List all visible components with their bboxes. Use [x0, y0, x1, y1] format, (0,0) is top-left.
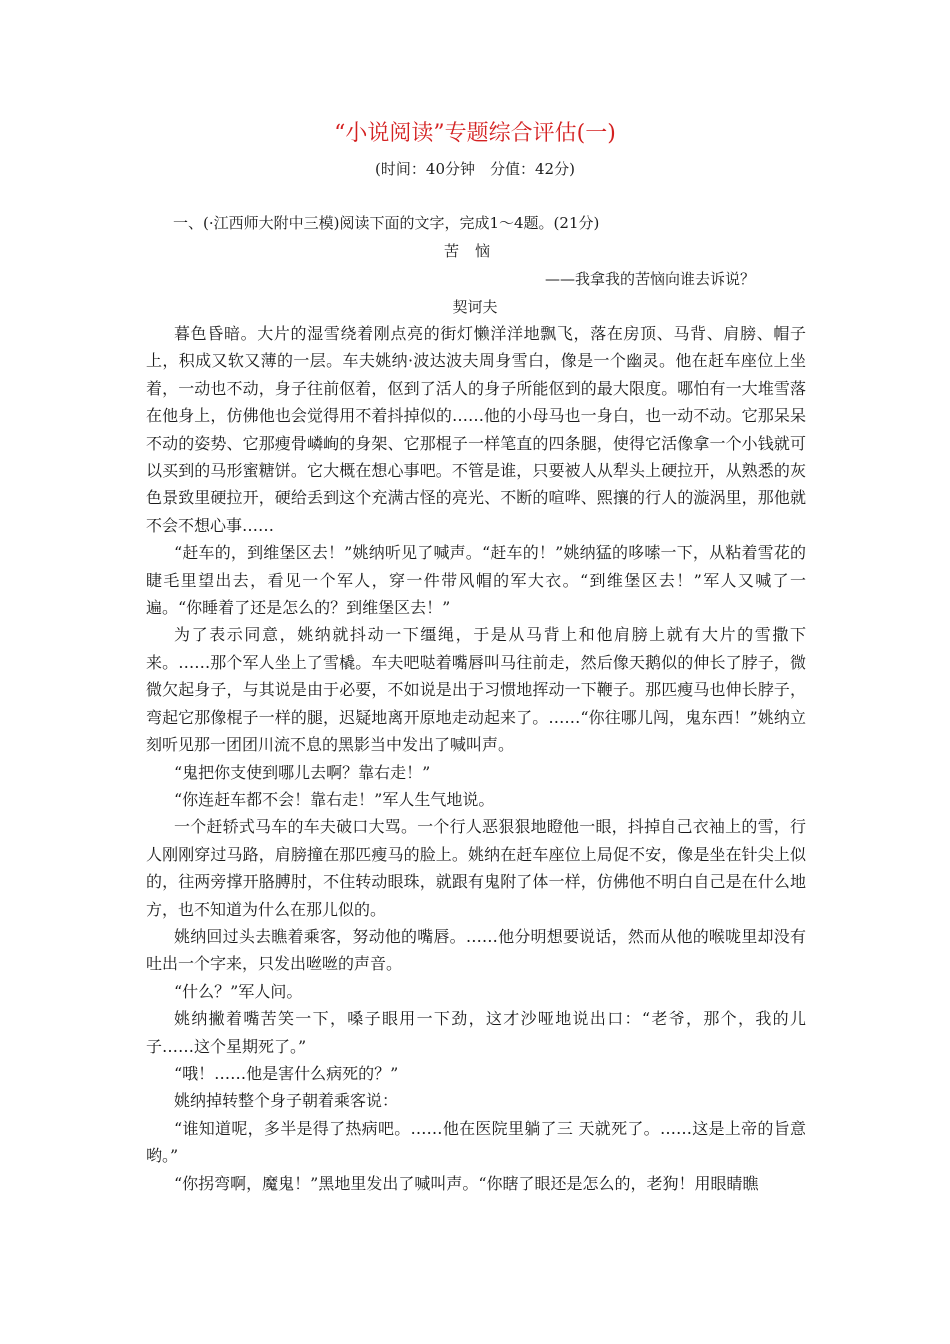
story-author: 契诃夫 — [452, 298, 498, 316]
paragraph: 姚纳撇着嘴苦笑一下，嗓子眼用一下劲，这才沙哑地说出口：“老爷，那个，我的儿子……这个星期死了。” — [146, 1009, 806, 1056]
paragraph: 暮色昏暗。大片的湿雪绕着刚点亮的街灯懒洋洋地飘飞，落在房顶、马背、肩膀、帽子上，积成又软又薄的一层。车夫姚纳·波达波夫周身雪白，像是一个幽灵。他在赶车座位上坐着，一动也不动，身子往前伛着，伛到了活人的身子所能伛到的最大限度。哪怕有一大堆雪落在他身上，仿佛他也会觉得用不着抖掉似的……他的小母马也一身白，也一动不动。它那呆呆不动的姿势、它那瘦骨嶙峋的身架、它那棍子一样笔直的四条腿，使得它活像拿一个小钱就可以买到的马形蜜糖饼。它大概在想心事吧。不管是谁，只要被人从犁头上硬拉开，从熟悉的灰色景致里硬拉开，硬给丢到这个充满古怪的亮光、不断的喧哗、熙攘的行人的漩涡里，那他就不会不想心事…… — [146, 324, 806, 535]
paragraph: “你拐弯啊，魔鬼！”黑地里发出了喊叫声。“你瞎了眼还是怎么的，老狗！用眼睛瞧 — [174, 1173, 759, 1193]
paragraph: “谁知道呢，多半是得了热病吧。……他在医院里躺了三 天就死了。……这是上帝的旨意哟。” — [146, 1118, 806, 1166]
story-title: 苦恼 — [443, 242, 506, 260]
paragraph: “哦！……他是害什么病死的？” — [174, 1063, 399, 1083]
paragraph: 姚纳回过头去瞧着乘客，努动他的嘴唇。……他分明想要说话，然而从他的喉咙里却没有吐出一个字来，只发出咝咝的声音。 — [146, 926, 806, 974]
paragraph: 为了表示同意，姚纳就抖动一下缰绳，于是从马背上和他肩膀上就有大片的雪撒下来。……那个军人坐上了雪橇。车夫吧哒着嘴唇叫马往前走，然后像天鹅似的伸长了脖子，微微欠起身子，与其说是由于必要，不如说是出于习惯地挥动一下鞭子。那匹瘦马也伸长脖子，弯起它那像棍子一样的腿，迟疑地离开原地走动起来了。……“你往哪儿闯，鬼东西！”姚纳立刻听见那一团团川流不息的黑影当中发出了喊叫声。 — [146, 625, 806, 755]
paragraph: “你连赶车都不会！靠右走！”军人生气地说。 — [174, 789, 495, 809]
story-body — [146, 320, 806, 1197]
paragraph: “什么？”军人问。 — [174, 981, 303, 1001]
page-title: “小说阅读”专题综合评估(一) — [334, 121, 616, 146]
paragraph: 一个赶轿式马车的车夫破口大骂。一个行人恶狠狠地瞪他一眼，抖掉自己衣袖上的雪，行人刚刚穿过马路，肩膀撞在那匹瘦马的脸上。姚纳在赶车座位上局促不安，像是坐在针尖上似的，往两旁撑开胳膊肘，不住转动眼珠，就跟有鬼附了体一样，仿佛他不明白自己是在什么地方，也不知道为什么在那儿似的。 — [146, 817, 806, 919]
section-instruction: 一、(·江西师大附中三模)阅读下面的文字，完成1～4题。(21分) — [173, 214, 600, 232]
page-subtitle: (时间：40分钟 分值：42分) — [375, 160, 575, 178]
paragraph: “赶车的，到维堡区去！”姚纳听见了喊声。“赶车的！”姚纳猛的哆嗦一下，从粘着雪花的睫毛里望出去，看见一个军人，穿一件带风帽的军大衣。“到维堡区去！”军人又喊了一遍。“你睡着了还是怎么的？到维堡区去！” — [146, 543, 806, 618]
paragraph: “鬼把你支使到哪儿去啊？靠右走！” — [174, 762, 431, 782]
paragraph: 姚纳掉转整个身子朝着乘客说： — [174, 1091, 399, 1111]
story-epigraph: ——我拿我的苦恼向谁去诉说？ — [545, 270, 756, 288]
